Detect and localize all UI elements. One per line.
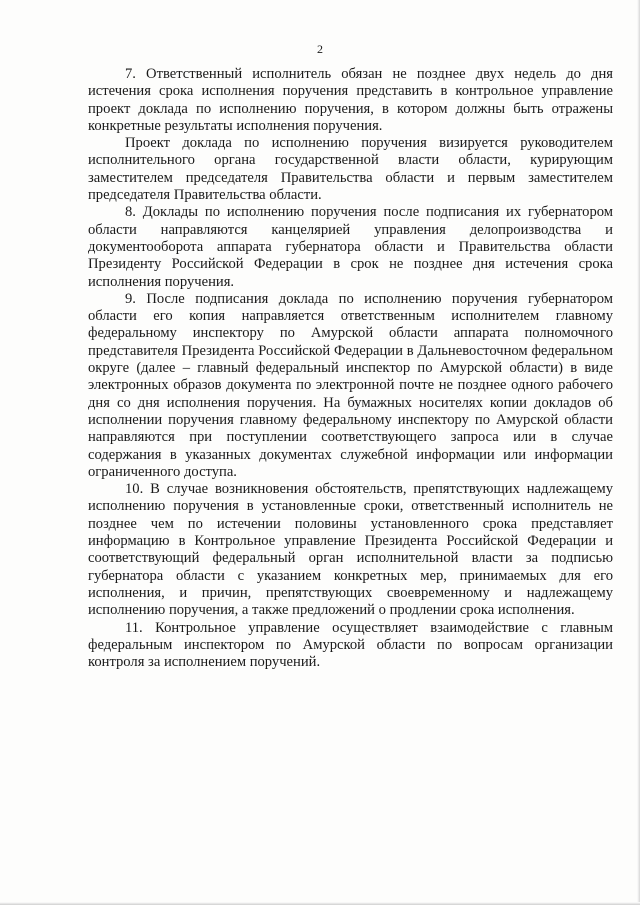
paragraph-8: 8. Доклады по исполнению поручения после подписания их губернатором области направляются канцелярией управления делопроизводства и документооборота аппарата губернатора области и Правительства области Президенту Российской Федерации в срок не позднее дня истечения срока исполнения поручения.	[88, 204, 613, 290]
page-number: 2	[317, 42, 323, 56]
paragraph-7-approval: Проект доклада по исполнению поручения визируется руководителем исполнительного органа государственной власти области, курирующим заместителем председателя Правительства области и первым заместителем председателя Правительства области.	[88, 135, 613, 204]
paragraph-9: 9. После подписания доклада по исполнению поручения губернатором области его копия направляется ответственным исполнителем главному федеральному инспектору по Амурской области аппарата полномочного представителя Президента Российской Федерации в Дальневосточном федеральном округе (далее – главный федеральный инспектор по Амурской области) в виде электронных образов документа по электронной почте не позднее одного рабочего дня со дня исполнения поручения. На бумажных носителях копии докладов об исполнении поручения главному федеральному инспектору по Амурской области направляются при поступлении соответствующего запроса или в случае содержания в указанных документах служебной информации или информации ограниченного доступа.	[88, 290, 613, 480]
paragraph-11: 11. Контрольное управление осуществляет взаимодействие с главным федеральным инспектором по Амурской области по вопросам организации контроля за исполнением поручений.	[88, 619, 613, 671]
paragraph-7: 7. Ответственный исполнитель обязан не позднее двух недель до дня истечения срока исполнения поручения представить в контрольное управление проект доклада по исполнению поручения, в котором должны быть отражены конкретные результаты исполнения поручения.	[88, 66, 613, 134]
document-body	[88, 66, 613, 671]
paragraph-10: 10. В случае возникновения обстоятельств, препятствующих надлежащему исполнению поручения в установленные сроки, ответственный исполнитель не позднее чем по истечении половины установленного срока представляет информацию в Контрольное управление Президента Российской Федерации и соответствующий федеральный орган исполнительной власти за подписью губернатора области с указанием конкретных мер, принимаемых для его исполнения, и причин, препятствующих своевременному и надлежащему исполнению поручения, а также предложений о продлении срока исполнения.	[88, 481, 613, 619]
